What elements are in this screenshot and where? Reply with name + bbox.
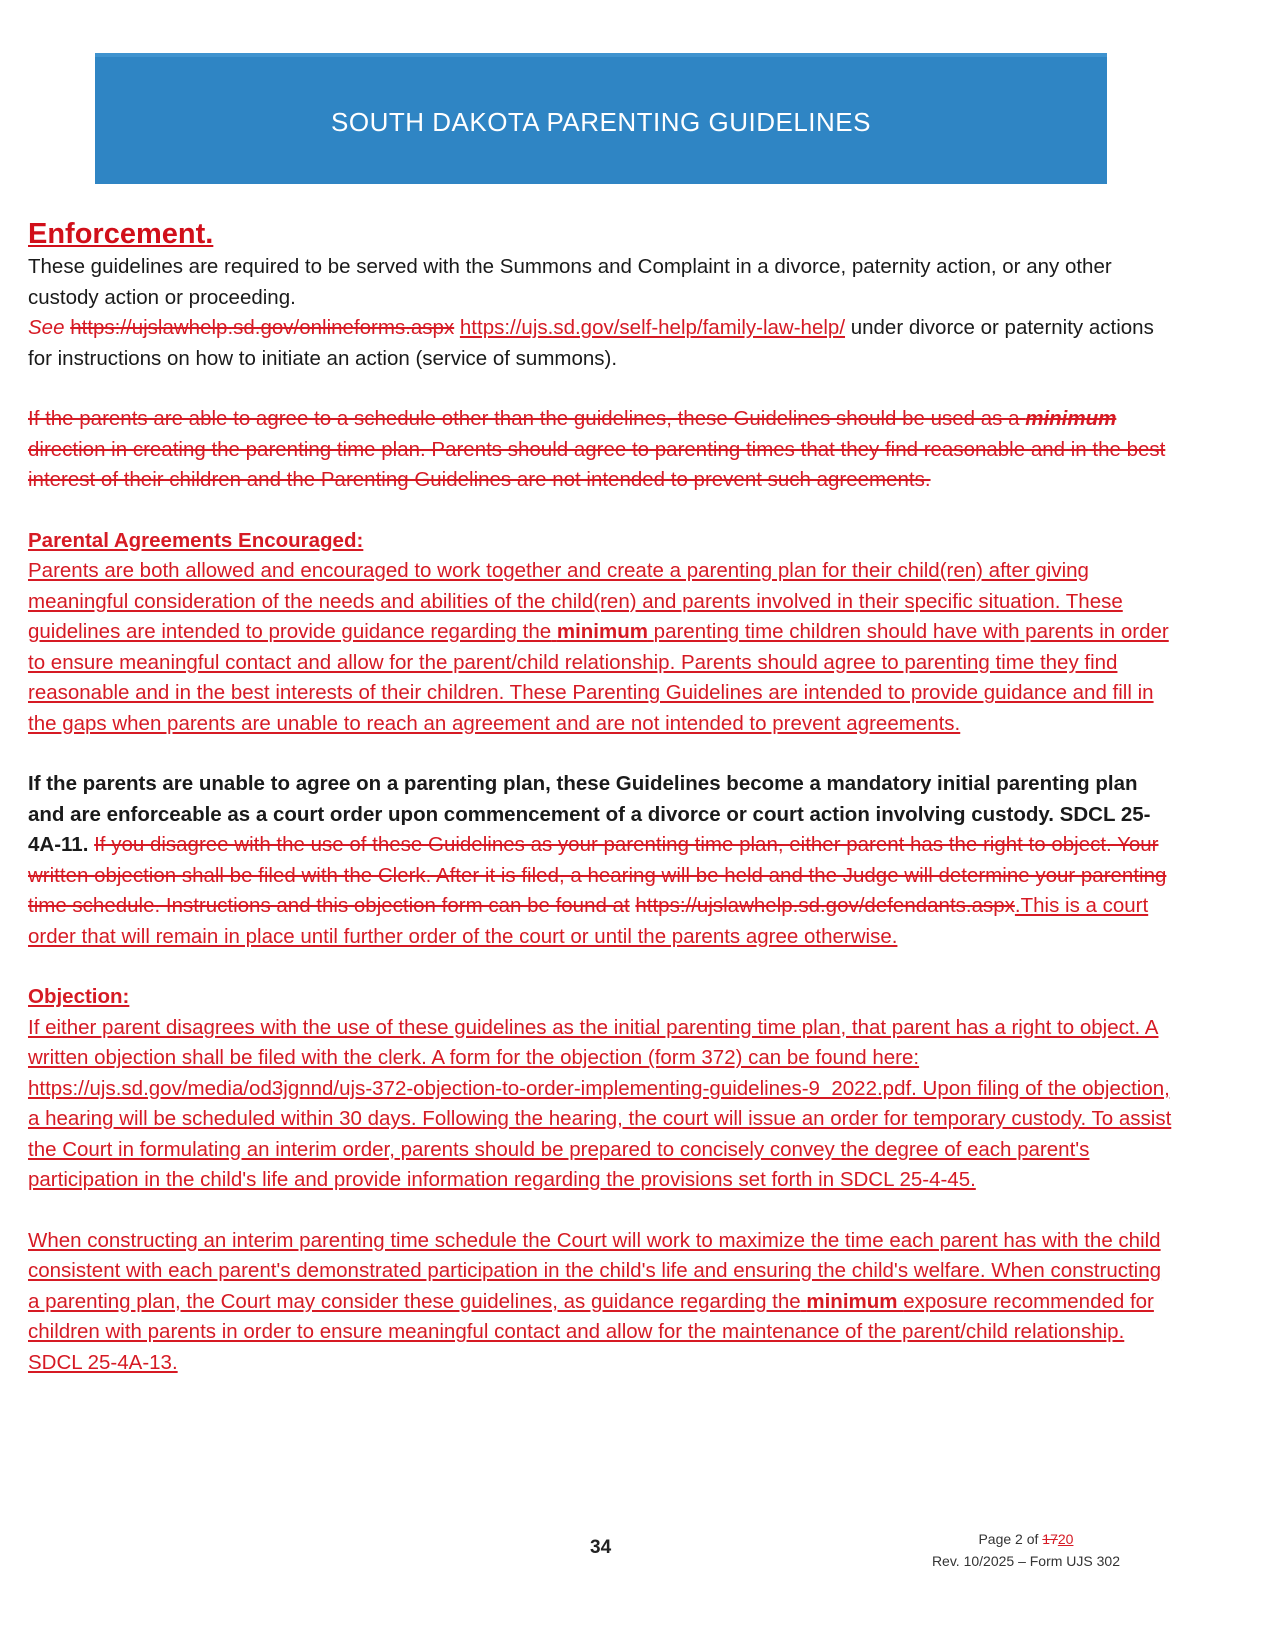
see-label: See: [28, 316, 65, 339]
parental-agreements-heading: Parental Agreements Encouraged:: [28, 528, 364, 552]
page-count: [932, 1528, 1120, 1550]
struck-text-part2: direction in creating the parenting time plan. Parents should agree to parenting times that they find reasonable and in the best interest of their children and the Parenting Guidelines are not intended to prevent such agreements.: [28, 437, 1166, 491]
see-rest: under divorce or paternity actions for instructions on how to initiate an action (service of summons).: [28, 316, 1154, 370]
old-forms-link[interactable]: https://ujslawhelp.sd.gov/onlineforms.aspx: [70, 316, 455, 339]
document-title: SOUTH DAKOTA PARENTING GUIDELINES: [331, 107, 871, 137]
family-law-help-link[interactable]: https://ujs.sd.gov/self-help/family-law-help/: [459, 316, 846, 339]
interim-schedule-paragraph: [28, 1226, 1178, 1379]
objection-paragraph: If either parent disagrees with the use of these guidelines as the initial parenting time plan, that parent has a right to object. A written objection shall be filed with the clerk. A form for the objection (form 372) can be found here: https://ujs.sd.gov/media/od3jgnnd/ujs-372-objection-to-order-implementing-guidelines-9_2022.pdf. Upon filing of the objection, a hearing will be scheduled within 30 days. Following the hearing, the court will issue an order for temporary custody. To assist the Court in formulating an interim order, parents should be prepared to concisely convey the degree of each parent's participation in the child's life and provide information regarding the provisions set forth in SDCL 25-4-45.: [28, 1015, 1172, 1191]
objection-heading: Objection:: [28, 985, 130, 1008]
page-footer: [932, 1528, 1120, 1572]
struck-agreement-paragraph: [28, 404, 1178, 496]
mandatory-struck-text: If you disagree with the use of these Guidelines as your parenting time plan, either parent has the right to object. Your written objection shall be filed with the Clerk. After it is filed, a hearing will be held and the Judge will determine your parenting time schedule. Instructions and this objection form can be found at: [28, 833, 1167, 917]
enforcement-intro: These guidelines are required to be served with the Summons and Complaint in a divorce, paternity action, or any other custody action or proceeding.: [28, 255, 1112, 309]
old-page-total: 17: [1042, 1531, 1058, 1547]
interim-minimum: minimum: [806, 1289, 898, 1313]
mandatory-plan-paragraph: [28, 769, 1178, 952]
page-number: 34: [590, 1537, 612, 1558]
agreements-text-part1: Parents are both allowed and encouraged to work together and create a parenting plan for their child(ren) after giving meaningful consideration of the needs and abilities of the child(ren) and parents involved in their specific situation. These guidelines are intended to provide guidance regarding the: [28, 559, 1123, 643]
mandatory-bold-text: If the parents are unable to agree on a parenting plan, these Guidelines become a mandatory initial parenting plan and are enforceable as a court order upon commencement of a divorce or court action involving custody. SDCL 25-4A-11.: [28, 772, 1151, 856]
interim-text-part1: When constructing an interim parenting time schedule the Court will work to maximize the time each parent has with the child consistent with each parent's demonstrated participation in the child's life and ensuring the child's welfare. When constructing a parenting plan, the Court may consider these guidelines, as guidance regarding the: [28, 1228, 1162, 1313]
struck-text-part1: If the parents are able to agree to a schedule other than the guidelines, these Guidelines should be used as a: [28, 407, 1020, 430]
title-banner: [95, 53, 1107, 184]
agreements-text-part2: parenting time children should have with parents in order to ensure meaningful contact and allow for the parent/child relationship. Parents should agree to parenting time they find reasonable and in the best interests of their children. These Parenting Guidelines are intended to provide guidance and fill in the gaps when parents are unable to reach an agreement and are not intended to prevent agreements.: [28, 620, 1169, 735]
see-paragraph: [28, 313, 1178, 374]
page-label: Page 2 of: [978, 1531, 1039, 1547]
defendants-link[interactable]: https://ujslawhelp.sd.gov/defendants.aspx: [635, 894, 1015, 917]
form-revision: Rev. 10/2025 – Form UJS 302: [931, 1553, 1120, 1569]
interim-text-part2: exposure recommended for children with parents in order to ensure meaningful contact and allow for the maintenance of the parent/child relationship. SDCL 25-4A-13.: [28, 1289, 1154, 1374]
struck-minimum: minimum: [1025, 407, 1117, 430]
document-body: [28, 216, 1178, 1378]
mandatory-added-text: .This is a court order that will remain in place until further order of the court or until the parents agree otherwise.: [28, 894, 1149, 948]
agreements-minimum: minimum: [556, 620, 648, 643]
enforcement-heading: Enforcement.: [28, 218, 214, 250]
parental-agreements-paragraph: [28, 556, 1178, 739]
new-page-total: 20: [1057, 1531, 1074, 1547]
